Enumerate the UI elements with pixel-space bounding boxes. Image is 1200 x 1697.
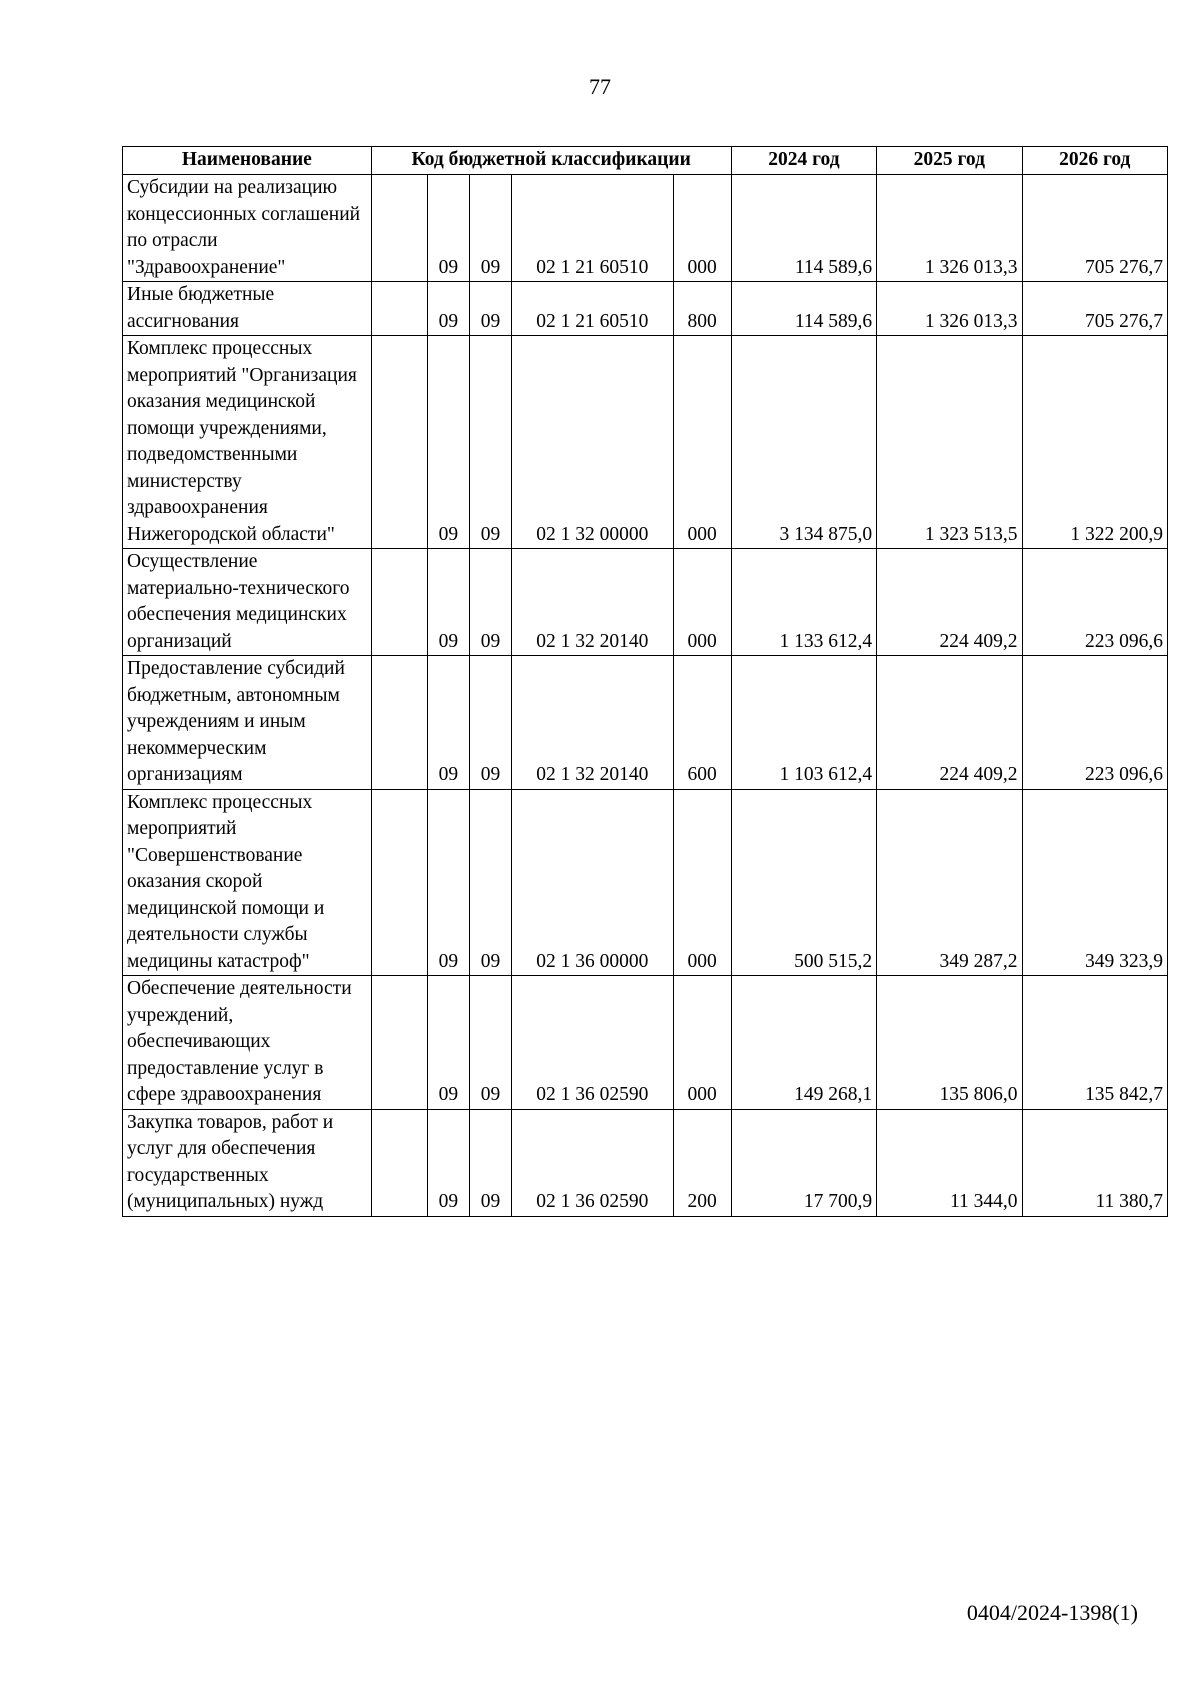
row-2025-cell: 224 409,2 xyxy=(877,656,1022,790)
row-pr-cell: 09 xyxy=(469,549,511,656)
row-name-cell: Осуществление материально-технического обеспечения медицинских организаций xyxy=(123,549,372,656)
table-row xyxy=(123,549,1168,656)
row-csr-cell: 02 1 32 20140 xyxy=(512,656,673,790)
document-reference: 0404/2024-1398(1) xyxy=(966,1600,1138,1625)
row-2024-cell: 149 268,1 xyxy=(731,976,876,1110)
row-pr-cell: 09 xyxy=(469,976,511,1110)
row-2025-cell: 349 287,2 xyxy=(877,789,1022,976)
row-pr-cell: 09 xyxy=(469,175,511,282)
row-blank-cell xyxy=(371,336,427,549)
row-2024-cell: 114 589,6 xyxy=(731,282,876,336)
table-row xyxy=(123,976,1168,1110)
row-name-cell: Комплекс процессных мероприятий "Совершенствование оказания скорой медицинской помощи и деятельности службы медицины катастроф" xyxy=(123,789,372,976)
row-vr-cell: 000 xyxy=(673,175,731,282)
row-2026-cell: 135 842,7 xyxy=(1022,976,1167,1110)
row-name-cell: Иные бюджетные ассигнования xyxy=(123,282,372,336)
row-2026-cell: 223 096,6 xyxy=(1022,656,1167,790)
row-vr-cell: 600 xyxy=(673,656,731,790)
row-ved-cell: 09 xyxy=(427,175,469,282)
row-2026-cell: 11 380,7 xyxy=(1022,1109,1167,1216)
row-2026-cell: 1 322 200,9 xyxy=(1022,336,1167,549)
row-2025-cell: 1 326 013,3 xyxy=(877,175,1022,282)
header-2024: 2024 год xyxy=(731,147,876,175)
page-number: 77 xyxy=(589,74,611,99)
row-ved-cell: 09 xyxy=(427,282,469,336)
row-2026-cell: 223 096,6 xyxy=(1022,549,1167,656)
row-ved-cell: 09 xyxy=(427,336,469,549)
budget-table xyxy=(122,146,1168,1217)
row-ved-cell: 09 xyxy=(427,1109,469,1216)
row-vr-cell: 000 xyxy=(673,976,731,1110)
row-vr-cell: 000 xyxy=(673,549,731,656)
row-2026-cell: 349 323,9 xyxy=(1022,789,1167,976)
table-row xyxy=(123,336,1168,549)
header-code: Код бюджетной классификации xyxy=(371,147,731,175)
row-blank-cell xyxy=(371,976,427,1110)
row-pr-cell: 09 xyxy=(469,789,511,976)
row-name-cell: Предоставление субсидий бюджетным, автономным учреждениям и иным некоммерческим организациям xyxy=(123,656,372,790)
table-row xyxy=(123,656,1168,790)
row-csr-cell: 02 1 36 02590 xyxy=(512,1109,673,1216)
row-2026-cell: 705 276,7 xyxy=(1022,282,1167,336)
row-2024-cell: 17 700,9 xyxy=(731,1109,876,1216)
row-name-cell: Обеспечение деятельности учреждений, обеспечивающих предоставление услуг в сфере здравоохранения xyxy=(123,976,372,1110)
row-blank-cell xyxy=(371,1109,427,1216)
table-header-row xyxy=(123,147,1168,175)
row-csr-cell: 02 1 21 60510 xyxy=(512,282,673,336)
row-vr-cell: 000 xyxy=(673,336,731,549)
row-2024-cell: 1 103 612,4 xyxy=(731,656,876,790)
row-ved-cell: 09 xyxy=(427,976,469,1110)
row-blank-cell xyxy=(371,789,427,976)
row-2026-cell: 705 276,7 xyxy=(1022,175,1167,282)
row-2025-cell: 1 323 513,5 xyxy=(877,336,1022,549)
table-row xyxy=(123,282,1168,336)
header-2025: 2025 год xyxy=(877,147,1022,175)
row-csr-cell: 02 1 36 02590 xyxy=(512,976,673,1110)
row-2024-cell: 1 133 612,4 xyxy=(731,549,876,656)
table-row xyxy=(123,789,1168,976)
row-name-cell: Закупка товаров, работ и услуг для обеспечения государственных (муниципальных) нужд xyxy=(123,1109,372,1216)
header-2026: 2026 год xyxy=(1022,147,1167,175)
header-name: Наименование xyxy=(123,147,372,175)
row-2025-cell: 1 326 013,3 xyxy=(877,282,1022,336)
row-pr-cell: 09 xyxy=(469,336,511,549)
row-2024-cell: 114 589,6 xyxy=(731,175,876,282)
row-vr-cell: 200 xyxy=(673,1109,731,1216)
row-pr-cell: 09 xyxy=(469,282,511,336)
row-ved-cell: 09 xyxy=(427,789,469,976)
row-blank-cell xyxy=(371,549,427,656)
row-csr-cell: 02 1 32 00000 xyxy=(512,336,673,549)
row-2025-cell: 224 409,2 xyxy=(877,549,1022,656)
row-vr-cell: 000 xyxy=(673,789,731,976)
row-name-cell: Комплекс процессных мероприятий "Организация оказания медицинской помощи учреждениями, подведомственными министерству здравоохранения Нижегородской области" xyxy=(123,336,372,549)
row-vr-cell: 800 xyxy=(673,282,731,336)
row-blank-cell xyxy=(371,282,427,336)
row-csr-cell: 02 1 32 20140 xyxy=(512,549,673,656)
row-name-cell: Субсидии на реализацию концессионных соглашений по отрасли "Здравоохранение" xyxy=(123,175,372,282)
row-2025-cell: 135 806,0 xyxy=(877,976,1022,1110)
row-pr-cell: 09 xyxy=(469,1109,511,1216)
row-pr-cell: 09 xyxy=(469,656,511,790)
table-row xyxy=(123,175,1168,282)
row-csr-cell: 02 1 36 00000 xyxy=(512,789,673,976)
table-row xyxy=(123,1109,1168,1216)
row-csr-cell: 02 1 21 60510 xyxy=(512,175,673,282)
row-2024-cell: 3 134 875,0 xyxy=(731,336,876,549)
row-blank-cell xyxy=(371,656,427,790)
row-2024-cell: 500 515,2 xyxy=(731,789,876,976)
row-ved-cell: 09 xyxy=(427,656,469,790)
row-2025-cell: 11 344,0 xyxy=(877,1109,1022,1216)
row-blank-cell xyxy=(371,175,427,282)
row-ved-cell: 09 xyxy=(427,549,469,656)
